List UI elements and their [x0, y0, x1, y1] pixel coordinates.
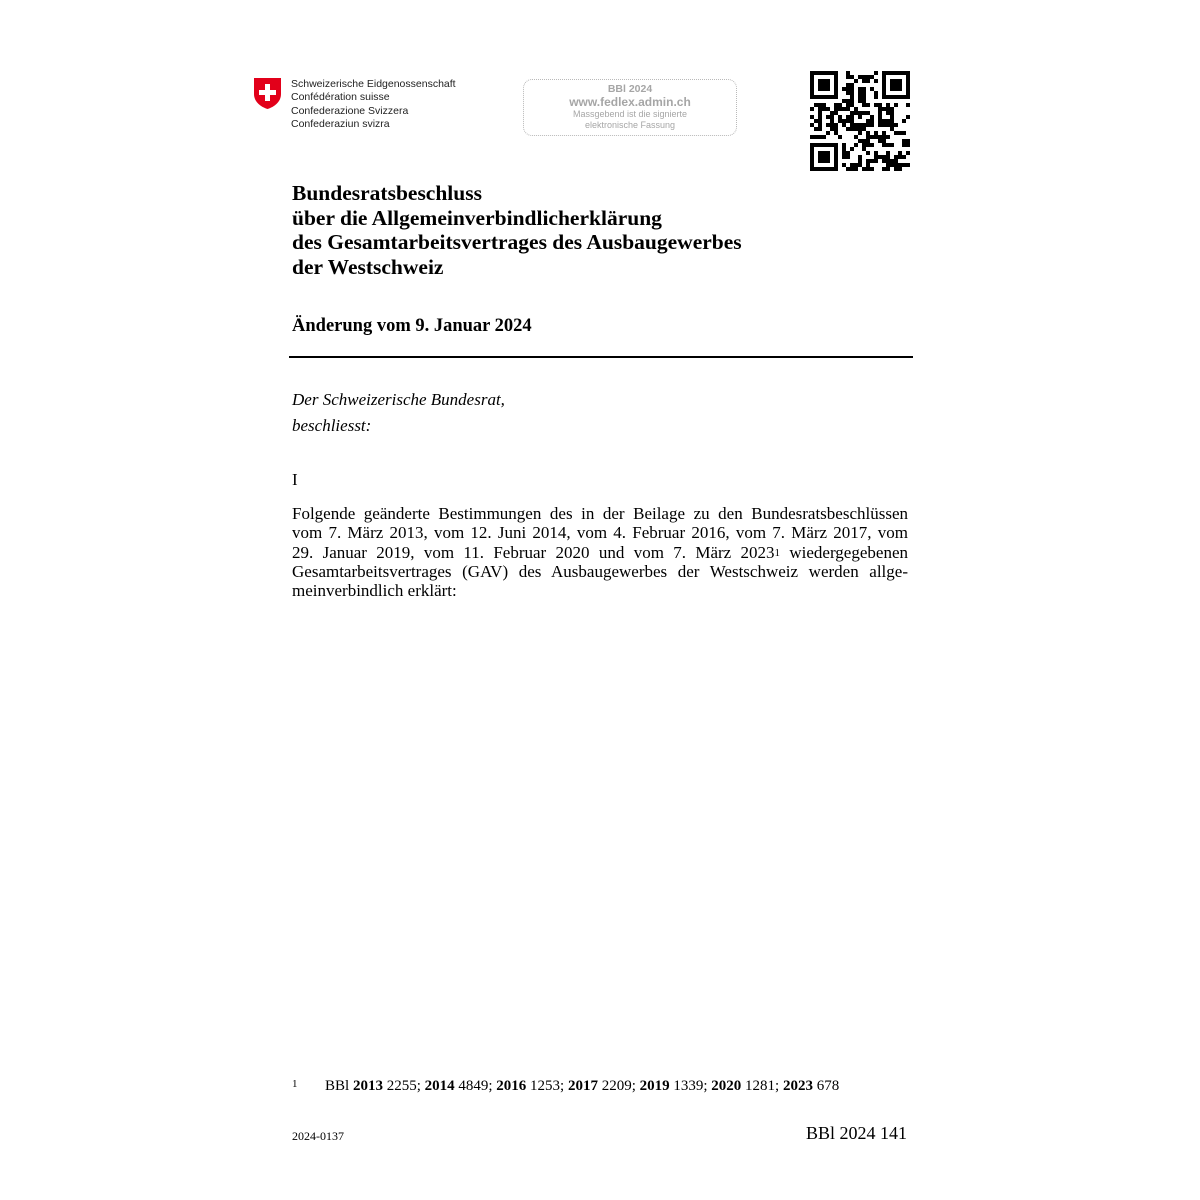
body-line-1: Folgende geänderte Bestimmungen des in der Beilage zu den Bundesratsbeschlüssen	[292, 504, 908, 523]
body-line-5: meinverbindlich erklärt:	[292, 581, 457, 601]
stamp-url[interactable]: www.fedlex.admin.ch	[569, 95, 691, 109]
body-line-3-text: 29. Januar 2019, vom 11. Februar 2020 und vom 7. März 2023	[292, 542, 775, 562]
footnote: 1 BBl 2013 2255; 2014 4849; 2016 1253; 2017 2209; 2019 1339; 2020 1281; 2023 678	[292, 1078, 840, 1094]
title-line-4: der Westschweiz	[292, 254, 444, 279]
agency-name-fr: Confédération suisse	[291, 91, 390, 104]
footnote-page: 2255	[386, 1078, 417, 1094]
amendment-date-heading: Änderung vom 9. Januar 2024	[292, 316, 532, 336]
body-line-3-end: wiedergegebenen	[789, 542, 908, 562]
footnote-year: 2013	[352, 1078, 383, 1094]
footnote-year: 2019	[639, 1078, 670, 1094]
footnote-year: 2014	[424, 1078, 455, 1094]
agency-name-it: Confederazione Svizzera	[291, 104, 409, 117]
document-title	[292, 181, 932, 279]
agency-names	[291, 78, 456, 132]
footnote-page: 2209	[601, 1078, 632, 1094]
agency-name-de: Schweizerische Eidgenossenschaft	[291, 78, 456, 90]
footnote-page: 1281	[745, 1078, 776, 1094]
footnote-year: 2023	[782, 1078, 813, 1094]
page-reference: BBl 2024 141	[806, 1123, 908, 1143]
title-line-2: über die Allgemeinverbindlicherklärung	[292, 205, 662, 230]
section-label: I	[292, 470, 298, 489]
preamble-line-1: Der Schweizerische Bundesrat,	[292, 390, 505, 409]
stamp-line-4: elektronische Fassung	[584, 120, 676, 130]
title-line-3: des Gesamtarbeitsvertrages des Ausbaugewerbes	[292, 230, 742, 254]
footnote-number: 1	[292, 1078, 298, 1090]
footnote-reference[interactable]: 1	[774, 546, 781, 559]
preamble-line-2: beschliesst:	[292, 416, 372, 435]
body-paragraph	[292, 504, 908, 600]
title-divider	[289, 356, 913, 358]
body-line-3	[292, 543, 908, 562]
footnote-page: 678	[816, 1078, 840, 1094]
swiss-coat-of-arms-icon	[253, 77, 282, 110]
footnote-page: 4849	[458, 1078, 489, 1094]
preamble	[292, 387, 505, 439]
body-line-4: Gesamtarbeitsvertrages (GAV) des Ausbaugewerbes der Westschweiz werden allge-	[292, 561, 908, 581]
agency-name-rm: Confederaziun svizra	[291, 118, 390, 131]
stamp-line-3: Massgebend ist die signierte	[572, 109, 688, 119]
title-line-1: Bundesratsbeschluss	[292, 181, 482, 205]
footnote-year: 2020	[711, 1078, 742, 1094]
footnote-year: 2017	[567, 1078, 598, 1094]
publication-stamp	[523, 79, 737, 136]
footnote-prefix: BBl	[325, 1078, 350, 1094]
stamp-line-1: BBl 2024	[607, 83, 653, 95]
document-number: 2024-0137	[292, 1129, 344, 1143]
footnote-page: 1253	[530, 1078, 561, 1094]
qr-code-icon	[810, 71, 910, 171]
footnote-page: 1339	[673, 1078, 704, 1094]
body-line-2: vom 7. März 2013, vom 12. Juni 2014, vom 4. Februar 2016, vom 7. März 2017, vom	[292, 523, 908, 543]
footnote-year: 2016	[496, 1078, 527, 1094]
